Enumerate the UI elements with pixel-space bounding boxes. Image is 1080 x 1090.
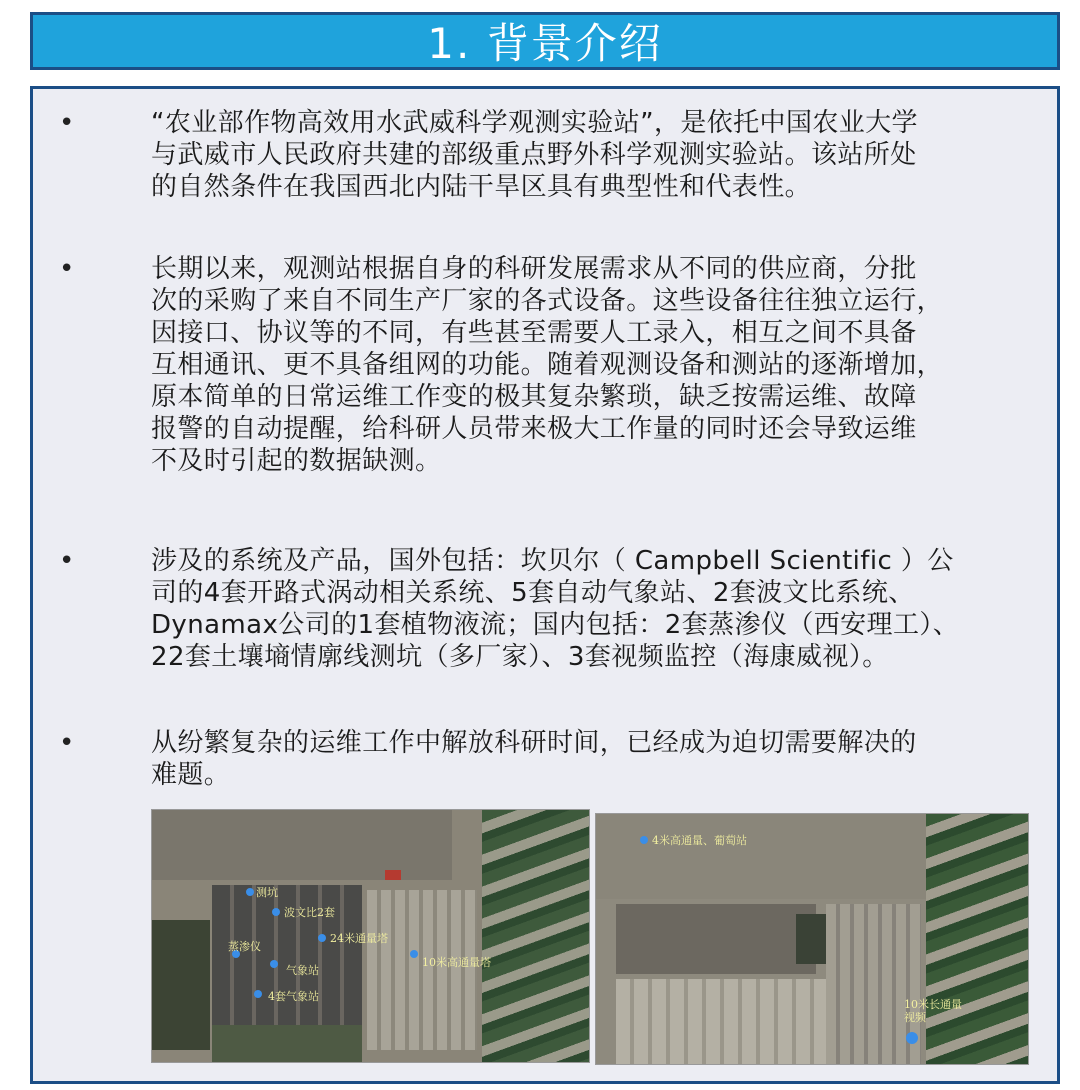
map-label: 测坑 [256,886,278,899]
map-label: 10米长通量 视频 [904,998,962,1024]
bullet-item [53,107,1043,203]
bullet-text: 从纷繁复杂的运维工作中解放科研时间，已经成为迫切需要解决的 难题。 [151,728,917,790]
bullet-dot: • [59,546,75,576]
bullet-dot: • [59,254,75,284]
map-label: 蒸渗仪 [228,940,261,953]
bullet-text: 长期以来，观测站根据自身的科研发展需求从不同的供应商，分批 次的采购了来自不同生产厂家的各式设备。这些设备往往独立运行， 因接口、协议等的不同，有些甚至需要人工录入，相互之间不具备 互相通讯、更不具备组网的功能。随着观测设备和测站的逐渐增加， 原本简单的日常运维工作变的极其复杂繁琐，缺乏按需运维、故障 报警的自动提醒，给科研人员带来极大工作量的同时还会导致运维 不及时引起的数据缺测。 [151,254,944,476]
bullet-item [53,727,1043,791]
bullet-text: 涉及的系统及产品，国外包括：坎贝尔（ Campbell Scientific ）公 司的4套开路式涡动相关系统、5套自动气象站、2套波文比系统、 Dynamax公司的1套植物液流；国内包括：2套蒸渗仪（西安理工）、 22套土壤墒情廓线测坑（多厂家）、3套视频监控（海康威视）。 [151,546,960,672]
content-panel [30,86,1060,1084]
map-label: 气象站 [286,964,319,977]
map-label: 10米高通量塔 [422,956,491,969]
map-label: 4套气象站 [268,990,319,1003]
title-bar [30,12,1060,70]
page-title: 1. 背景介绍 [427,19,663,68]
bullet-item [53,253,1043,477]
bullet-dot: • [59,728,75,758]
map-label: 24米通量塔 [330,932,388,945]
map-label: 波文比2套 [284,906,335,919]
satellite-photo-right [595,813,1029,1065]
satellite-photo-left [151,809,590,1063]
bullet-text: “农业部作物高效用水武威科学观测实验站”，是依托中国农业大学 与武威市人民政府共建的部级重点野外科学观测实验站。该站所处 的自然条件在我国西北内陆干旱区具有典型性和代表性。 [151,108,918,202]
bullet-dot: • [59,108,75,138]
bullet-item [53,545,1043,673]
map-label: 4米高通量、葡萄站 [652,834,747,847]
